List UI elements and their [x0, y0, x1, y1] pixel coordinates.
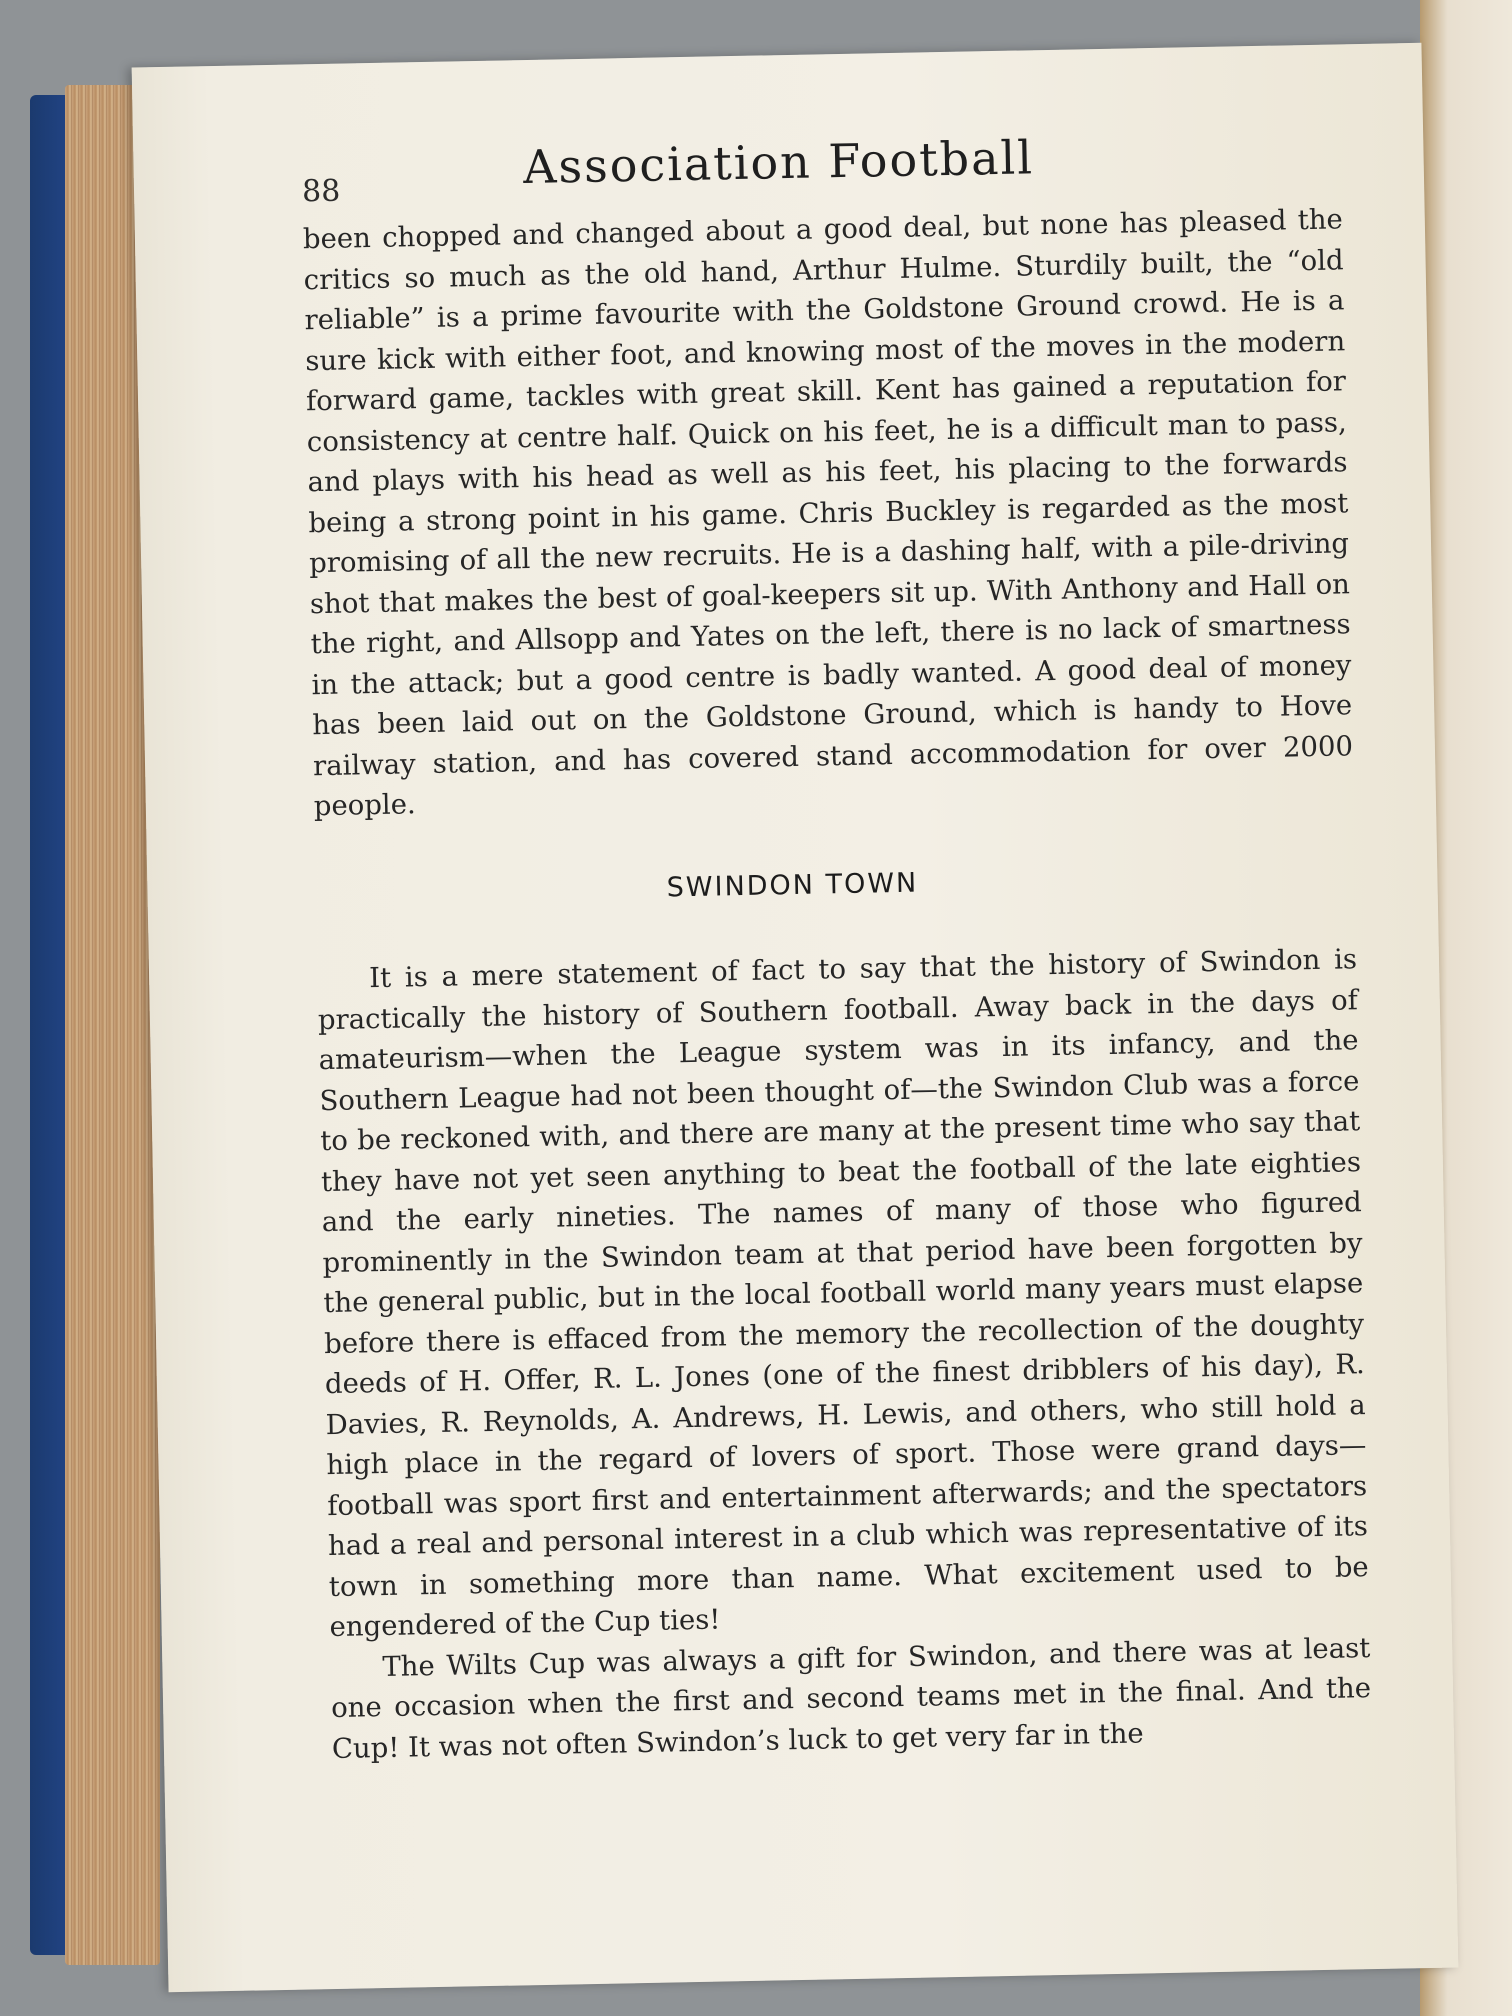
running-title: Association Football: [522, 130, 1035, 195]
page-number: 88: [301, 173, 341, 210]
section-body: [317, 939, 1372, 1769]
book-page: [132, 43, 1459, 1992]
continuation-paragraph: been chopped and changed about a good deal, but none has pleased the critics so much as the old hand, Arthur Hulme. Sturdily built, the “old reliable” is a prime favourite with the Goldstone Ground crowd. He is a sure kick with either foot, and knowing most of the moves in the modern forward game, tackles with great skill. Kent has gained a reputation for consistency at centre half. Quick on his feet, he is a difficult man to pass, and plays with his head as well as his feet, his placing to the forwards being a strong point in his game. Chris Buckley is regarded as the most promising of all the new recruits. He is a dashing half, with a pile-driving shot that makes the best of goal-keepers sit up. With Anthony and Hall on the right, and Allsopp and Yates on the left, there is no lack of smartness in the attack; but a good centre is badly wanted. A good deal of money has been laid out on the Goldstone Ground, which is handy to Hove railway station, and has covered stand accommodation for over 2000 people.: [302, 203, 1354, 823]
section-heading: SWINDON TOWN: [666, 867, 919, 904]
section-paragraph-1: It is a mere statement of fact to say that the history of Swindon is practically the history of Southern football. Away back in the days of amateurism—when the League system was in its infancy, and the Southern League had not been thought of—the Swindon Club was a force to be reckoned with, and there are many at the present time who say that they have not yet seen anything to beat the football of the late eighties and the early nineties. The names of many of those who figured prominently in the Swindon team at that period have been forgotten by the general public, but in the local football world many years must elapse before there is effaced from the memory the recollection of the doughty deeds of H. Offer, R. L. Jones (one of the finest dribblers of his day), R. Davies, R. Reynolds, A. Andrews, H. Lewis, and others, who still hold a high place in the regard of lovers of sport. Those were grand days—football was sport first and entertainment afterwards; and the spectators had a real and personal interest in a club which was representative of its town in something more than name. What excitement used to be engendered of the Cup ties!: [317, 943, 1369, 1644]
continuation-text: [303, 199, 1354, 826]
section-paragraph-2: The Wilts Cup was always a gift for Swindon, and there was at least one occasion when the first and second teams met in the final. And the Cup! It was not often Swindon’s luck to get very far in the: [330, 1631, 1372, 1765]
